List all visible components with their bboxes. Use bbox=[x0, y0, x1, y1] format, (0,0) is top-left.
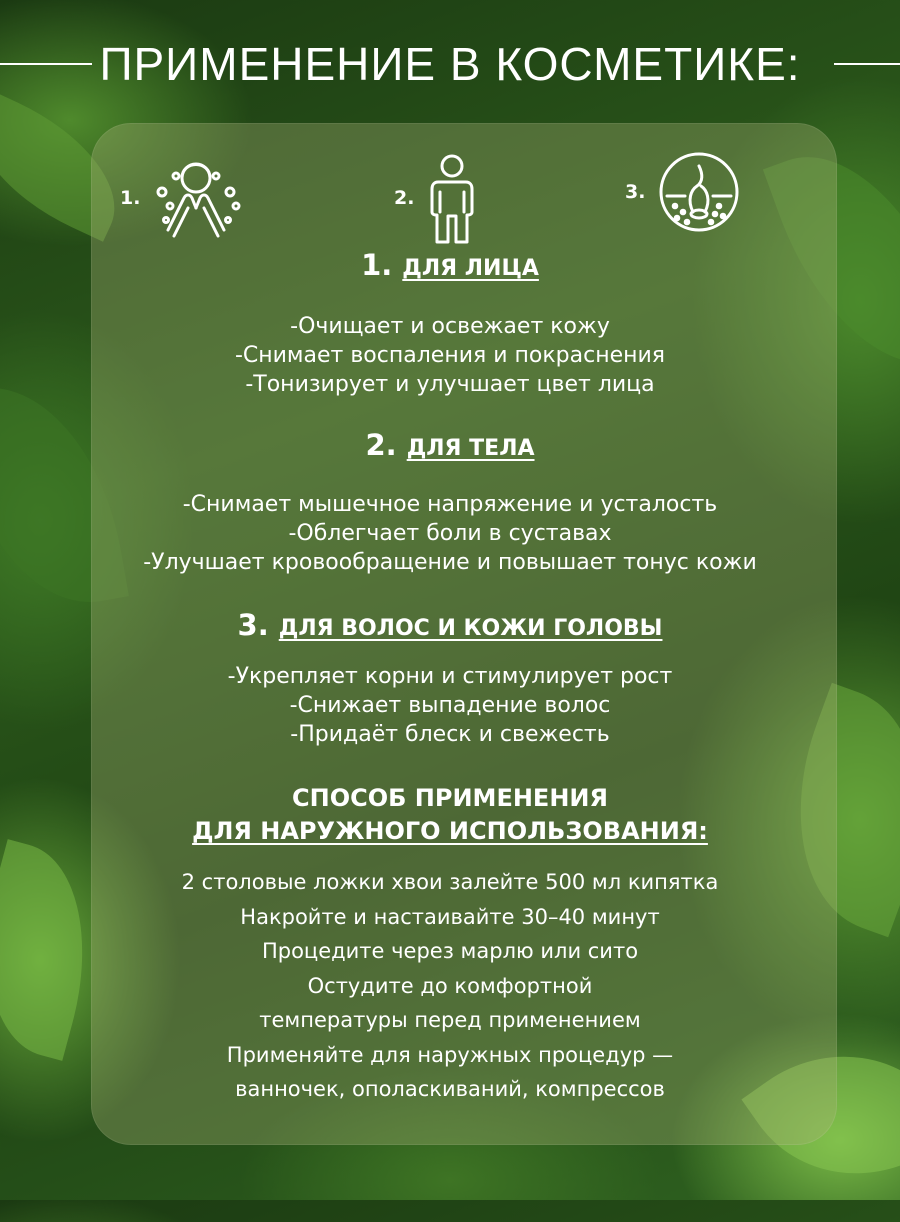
section-label: ДЛЯ ВОЛОС И КОЖИ ГОЛОВЫ bbox=[278, 616, 663, 641]
page-title: ПРИМЕНЕНИЕ В КОСМЕТИКЕ: bbox=[99, 38, 801, 90]
method-line: Процедите через марлю или сито bbox=[261, 939, 639, 963]
method-line: температуры перед применением bbox=[259, 1008, 641, 1032]
method-steps bbox=[0, 865, 900, 1107]
list-item: -Облегчает боли в суставах bbox=[288, 521, 612, 546]
section-number: 2. bbox=[365, 428, 397, 462]
face-wash-icon bbox=[148, 150, 244, 246]
icon-group-face bbox=[120, 150, 244, 246]
icon-group-hair bbox=[625, 150, 741, 234]
section-number: 3. bbox=[237, 608, 269, 642]
list-item: -Очищает и освежает кожу bbox=[290, 314, 610, 339]
list-item: -Снимает воспаления и покраснения bbox=[234, 343, 666, 368]
list-item: -Снимает мышечное напряжение и усталость bbox=[182, 492, 718, 517]
section-list-face bbox=[0, 312, 900, 399]
list-item: -Укрепляет корни и стимулирует рост bbox=[227, 664, 673, 689]
person-body-icon bbox=[422, 150, 482, 246]
hair-follicle-icon bbox=[657, 150, 741, 234]
list-item: -Тонизирует и улучшает цвет лица bbox=[245, 372, 655, 397]
list-item: -Снижает выпадение волос bbox=[289, 693, 611, 718]
method-line: Применяйте для наружных процедур — bbox=[226, 1042, 674, 1067]
section-heading-body bbox=[0, 428, 900, 462]
method-line: Накройте и настаивайте 30–40 минут bbox=[240, 904, 660, 929]
section-list-hair bbox=[0, 662, 900, 749]
method-title-line2: ДЛЯ НАРУЖНОГО ИСПОЛЬЗОВАНИЯ: bbox=[192, 817, 708, 845]
method-title-line1: СПОСОБ ПРИМЕНЕНИЯ bbox=[292, 784, 608, 812]
section-heading-hair bbox=[0, 608, 900, 642]
section-heading-face bbox=[0, 248, 900, 282]
section-number: 1. bbox=[361, 248, 393, 282]
section-label: ДЛЯ ЛИЦА bbox=[402, 256, 539, 281]
method-line: 2 столовые ложки хвои залейте 500 мл кипятка bbox=[181, 870, 719, 894]
icon-group-body bbox=[394, 150, 482, 246]
icon-number: 3. bbox=[625, 181, 646, 203]
section-label: ДЛЯ ТЕЛА bbox=[406, 436, 535, 461]
title-line-left bbox=[0, 63, 92, 65]
title-line-right bbox=[834, 63, 900, 65]
icon-number: 1. bbox=[120, 187, 141, 209]
list-item: -Придаёт блеск и свежесть bbox=[290, 722, 610, 747]
title-row bbox=[0, 34, 900, 94]
section-list-body bbox=[0, 490, 900, 577]
icon-number: 2. bbox=[394, 187, 415, 209]
method-line: ванночек, ополаскиваний, компрессов bbox=[235, 1077, 665, 1101]
method-title bbox=[0, 782, 900, 848]
method-line: Остудите до комфортной bbox=[307, 973, 593, 998]
list-item: -Улучшает кровообращение и повышает тонус кожи bbox=[143, 550, 757, 575]
